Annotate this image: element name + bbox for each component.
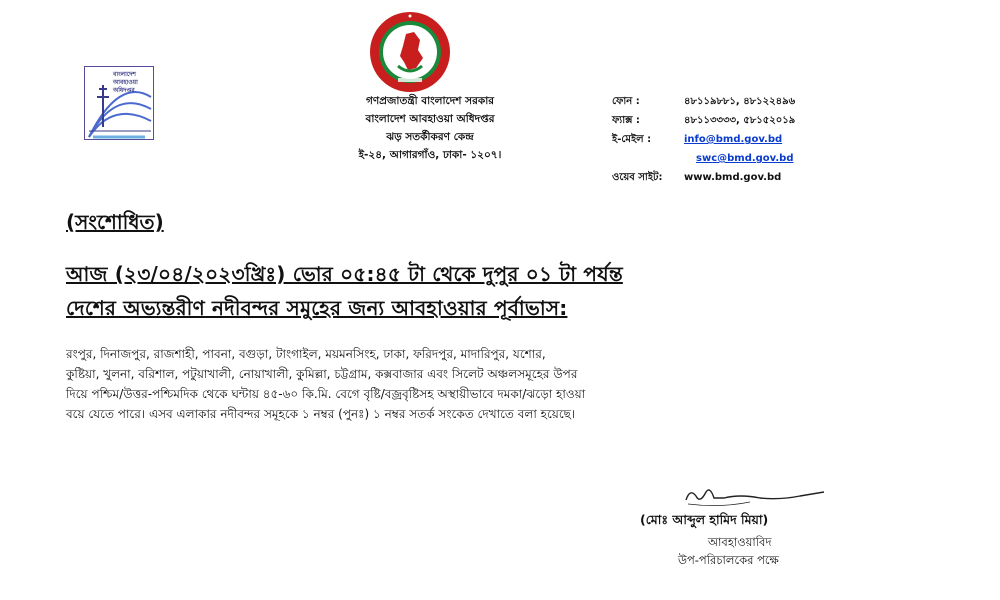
web-row [612,168,932,187]
government-emblem-icon [368,10,452,94]
signatory-title: আবহাওয়াবিদ [708,535,772,549]
org-line-address: ই-২৪, আগারগাঁও, ঢাকা- ১২০৭। [358,149,502,161]
email-link-swc[interactable]: swc@bmd.gov.bd [696,153,794,164]
forecast-body-line-1: রংপুর, দিনাজপুর, রাজশাহী, পাবনা, বগুড়া, টাংগাইল, ময়মনসিংহ, ঢাকা, ফরিদপুর, মাদারিপুর, যশোর, [66,347,546,361]
fax-row [612,111,932,130]
phone-row [612,92,932,111]
web-label: ওয়েব সাইট: [612,172,663,183]
bmd-logo-icon [84,66,154,140]
signature-scribble-icon [680,482,830,512]
organization-header [280,92,580,164]
fax-number: ৪৮১১৩৩৩৩, ৫৮১৫২০১৯ [684,115,796,126]
email-label: ই-মেইল : [612,134,652,145]
email-row-2 [612,149,932,168]
org-line-government: গণপ্রজাতন্ত্রী বাংলাদেশ সরকার [365,95,495,107]
forecast-body-line-4: বয়ে যেতে পারে। এসব এলাকার নদীবন্দর সমূহকে ১ নম্বর (পুনঃ) ১ নম্বর সতর্ক সংকেত দেখাতে বলা হয়েছে। [66,407,576,421]
contact-info [612,92,932,187]
fax-label: ফ্যাক্স : [612,115,640,126]
revised-label: (সংশোধিত) [66,210,164,234]
email-link-info[interactable]: info@bmd.gov.bd [684,134,783,145]
forecast-heading-line-2: দেশের অভ্যন্তরীণ নদীবন্দর সমুহের জন্য আবহাওয়ার পূর্বাভাস: [66,296,568,320]
bmd-logo-text: বাংলাদেশ আবহাওয়া অধিদপ্তর [113,71,138,94]
phone-number: ৪৮১১৯৮৮১, ৪৮১২২৪৯৬ [684,96,796,107]
forecast-body-line-3: দিয়ে পশ্চিম/উত্তর-পশ্চিমদিক থেকে ঘন্টায় ৪৫-৬০ কি.মি. বেগে বৃষ্টি/বজ্রবৃষ্টিসহ অস্থায়ীভাবে দমকা/ঝড়ো হাওয়া [66,387,586,401]
signatory-name: (মোঃ আব্দুল হামিদ মিয়া) [640,512,769,527]
forecast-heading-line-1: আজ (২৩/০৪/২০২৩খ্রিঃ) ভোর ০৫:৪৫ টা থেকে দুপুর ০১ টা পর্যন্ত [66,262,623,286]
web-url[interactable]: www.bmd.gov.bd [684,172,782,183]
phone-label: ফোন : [612,96,640,107]
org-line-department: বাংলাদেশ আবহাওয়া অধিদপ্তর [365,113,495,125]
forecast-body-line-2: কুষ্টিয়া, খুলনা, বরিশাল, পটুয়াখালী, নোয়াখালী, কুমিল্লা, চট্টগ্রাম, কক্সবাজার এবং সিলেট অঞ্চলসমূহের উপর [66,367,578,381]
signatory-on-behalf: উপ-পরিচালকের পক্ষে [678,553,779,567]
email-row [612,130,932,149]
org-line-center: ঝড় সতর্কীকরণ কেন্দ্র [386,131,474,143]
